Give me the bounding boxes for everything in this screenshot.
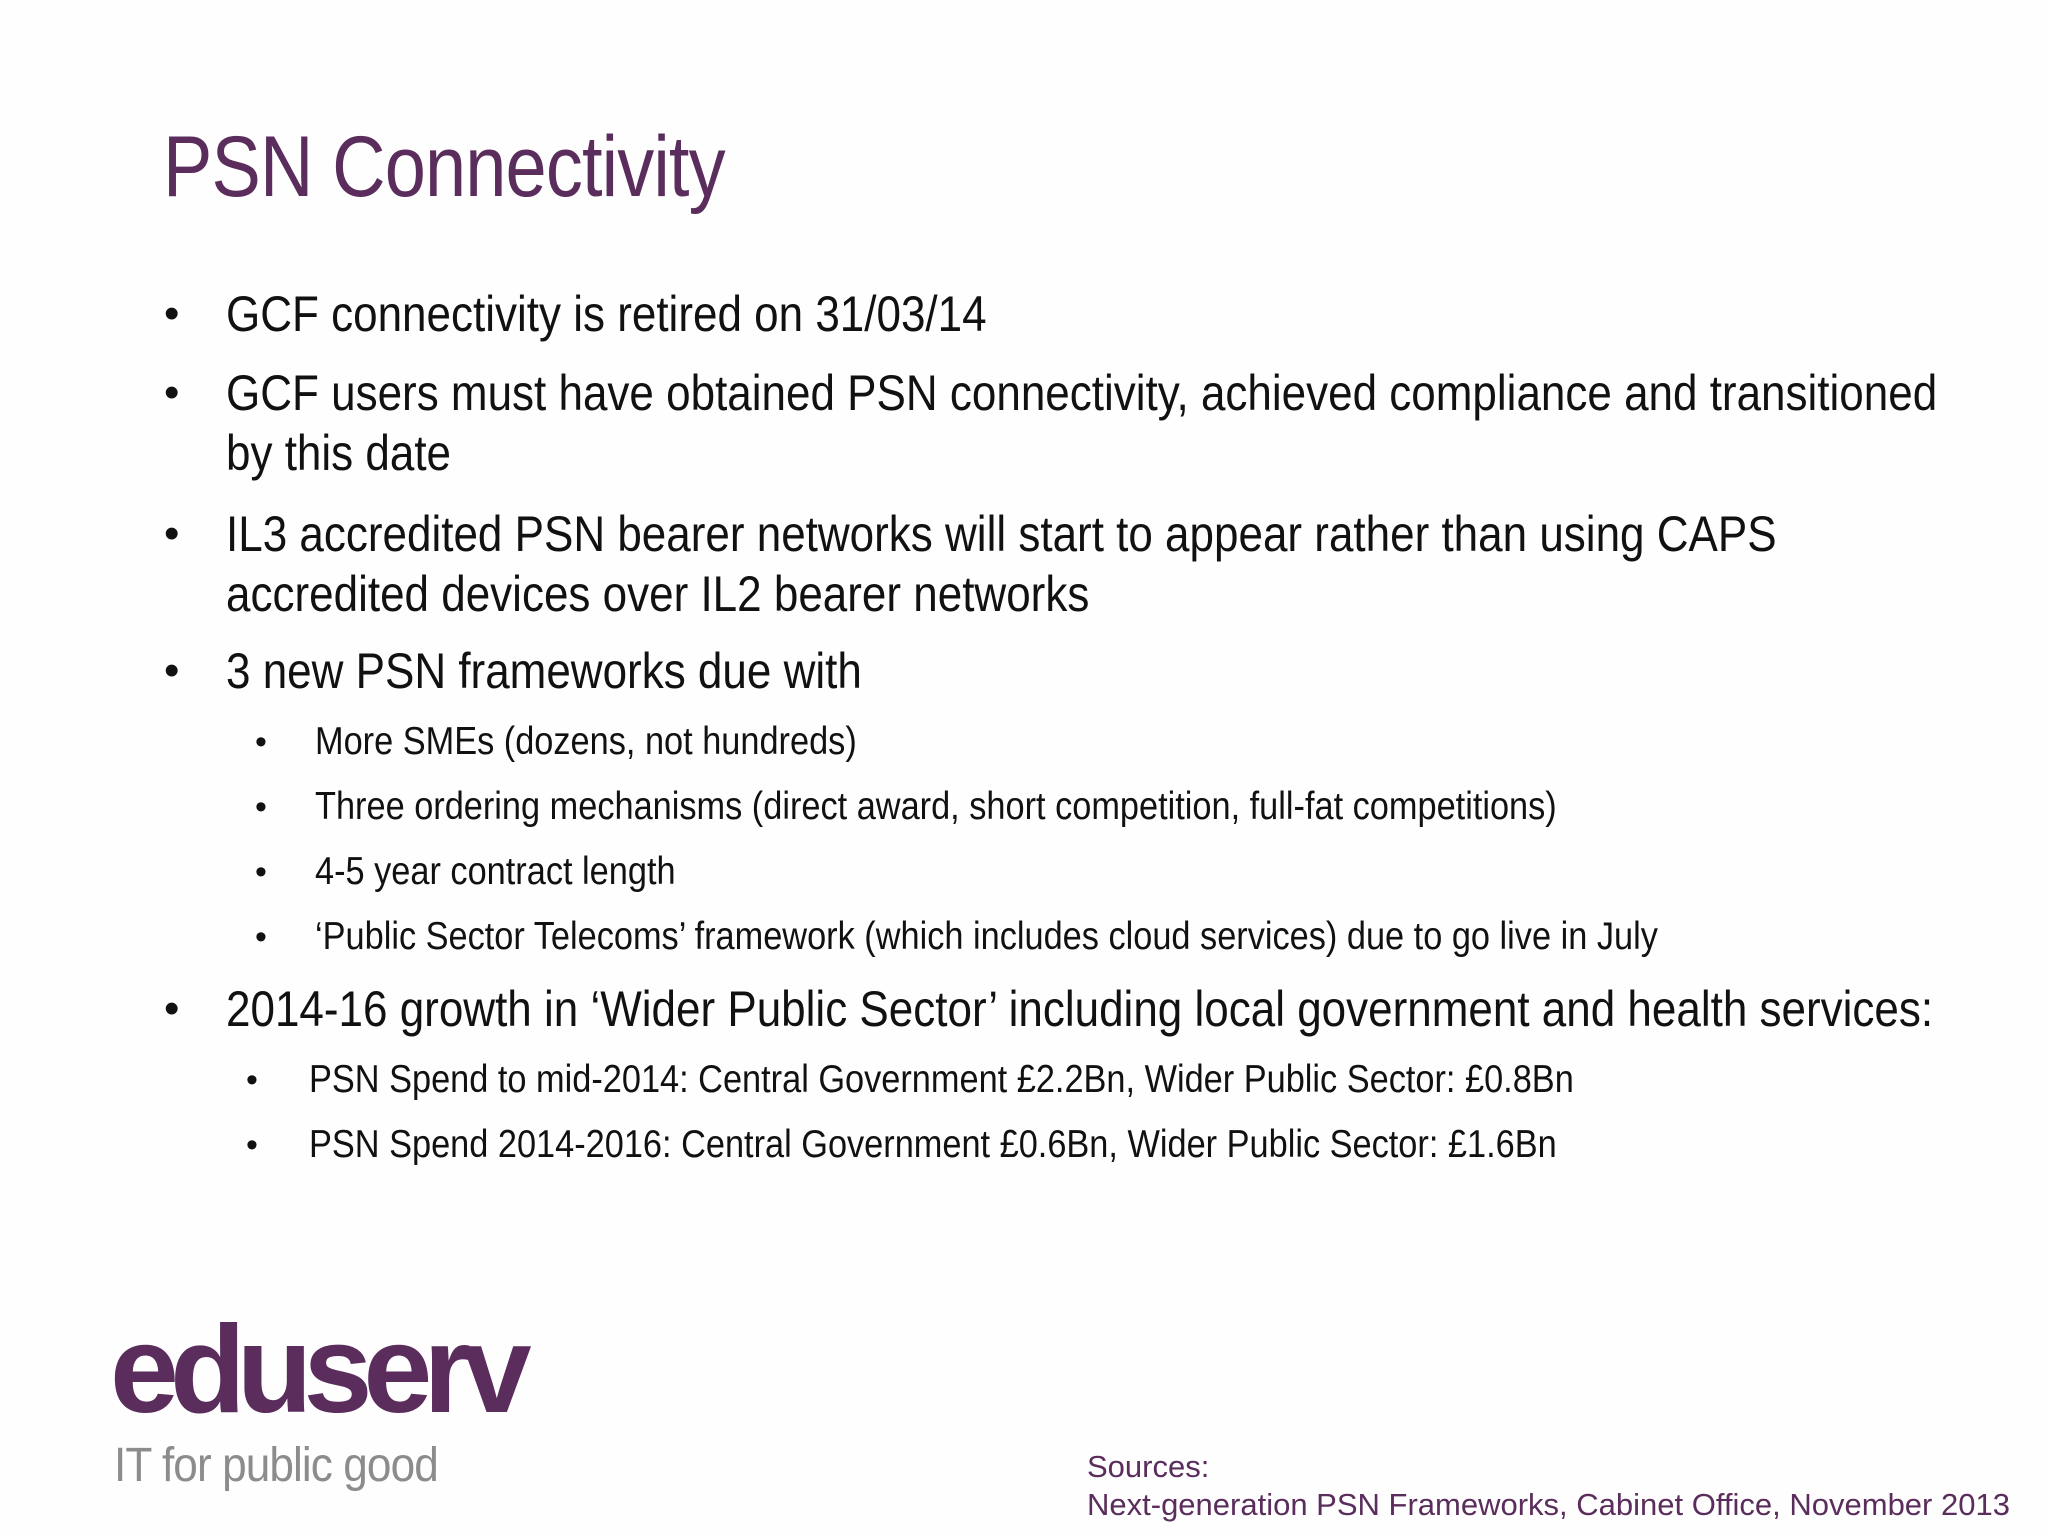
bullet-dot: • xyxy=(255,788,267,826)
bullet-dot: • xyxy=(255,853,267,891)
bullet-text: 2014-16 growth in ‘Wider Public Sector’ including local government and health services: xyxy=(226,981,1934,1037)
sub-bullet-text: ‘Public Sector Telecoms’ framework (which includes cloud services) due to go live in July xyxy=(315,915,1658,958)
sub-bullet-text: More SMEs (dozens, not hundreds) xyxy=(315,720,857,763)
bullet-text: accredited devices over IL2 bearer networks xyxy=(226,566,1090,622)
sub-bullet-text: PSN Spend 2014-2016: Central Government £0.6Bn, Wider Public Sector: £1.6Bn xyxy=(309,1123,1557,1166)
bullet-text: GCF connectivity is retired on 31/03/14 xyxy=(226,286,987,342)
bullet-dot: • xyxy=(164,984,180,1033)
bullet-text: GCF users must have obtained PSN connectivity, achieved compliance and transitioned xyxy=(226,365,1938,421)
bullet-text: by this date xyxy=(226,425,452,481)
bullet-dot: • xyxy=(255,918,267,956)
bullet-dot: • xyxy=(164,509,180,558)
sub-bullet-text: Three ordering mechanisms (direct award, short competition, full-fat competitions) xyxy=(315,785,1557,828)
logo-tagline: IT for public good xyxy=(114,1439,438,1492)
bullet-dot: • xyxy=(255,723,267,761)
bullet-dot: • xyxy=(246,1061,258,1099)
sub-bullet-text: 4-5 year contract length xyxy=(315,850,676,893)
bullet-text: IL3 accredited PSN bearer networks will start to appear rather than using CAPS xyxy=(226,506,1777,562)
sources-note xyxy=(1087,1448,2010,1524)
bullet-dot: • xyxy=(164,646,180,695)
eduserv-logo xyxy=(104,1300,523,1500)
bullet-text: 3 new PSN frameworks due with xyxy=(226,643,862,699)
bullet-dot: • xyxy=(246,1126,258,1164)
bullet-dot: • xyxy=(164,289,180,338)
logo-wordmark: eduserv xyxy=(110,1301,523,1439)
sources-label: Sources: xyxy=(1087,1449,1210,1484)
sub-bullet-text: PSN Spend to mid-2014: Central Government £2.2Bn, Wider Public Sector: £0.8Bn xyxy=(309,1058,1574,1101)
bullet-dot: • xyxy=(164,368,180,417)
slide-title: PSN Connectivity xyxy=(163,119,725,215)
sources-citation: Next-generation PSN Frameworks, Cabinet Office, November 2013 xyxy=(1087,1487,2010,1522)
